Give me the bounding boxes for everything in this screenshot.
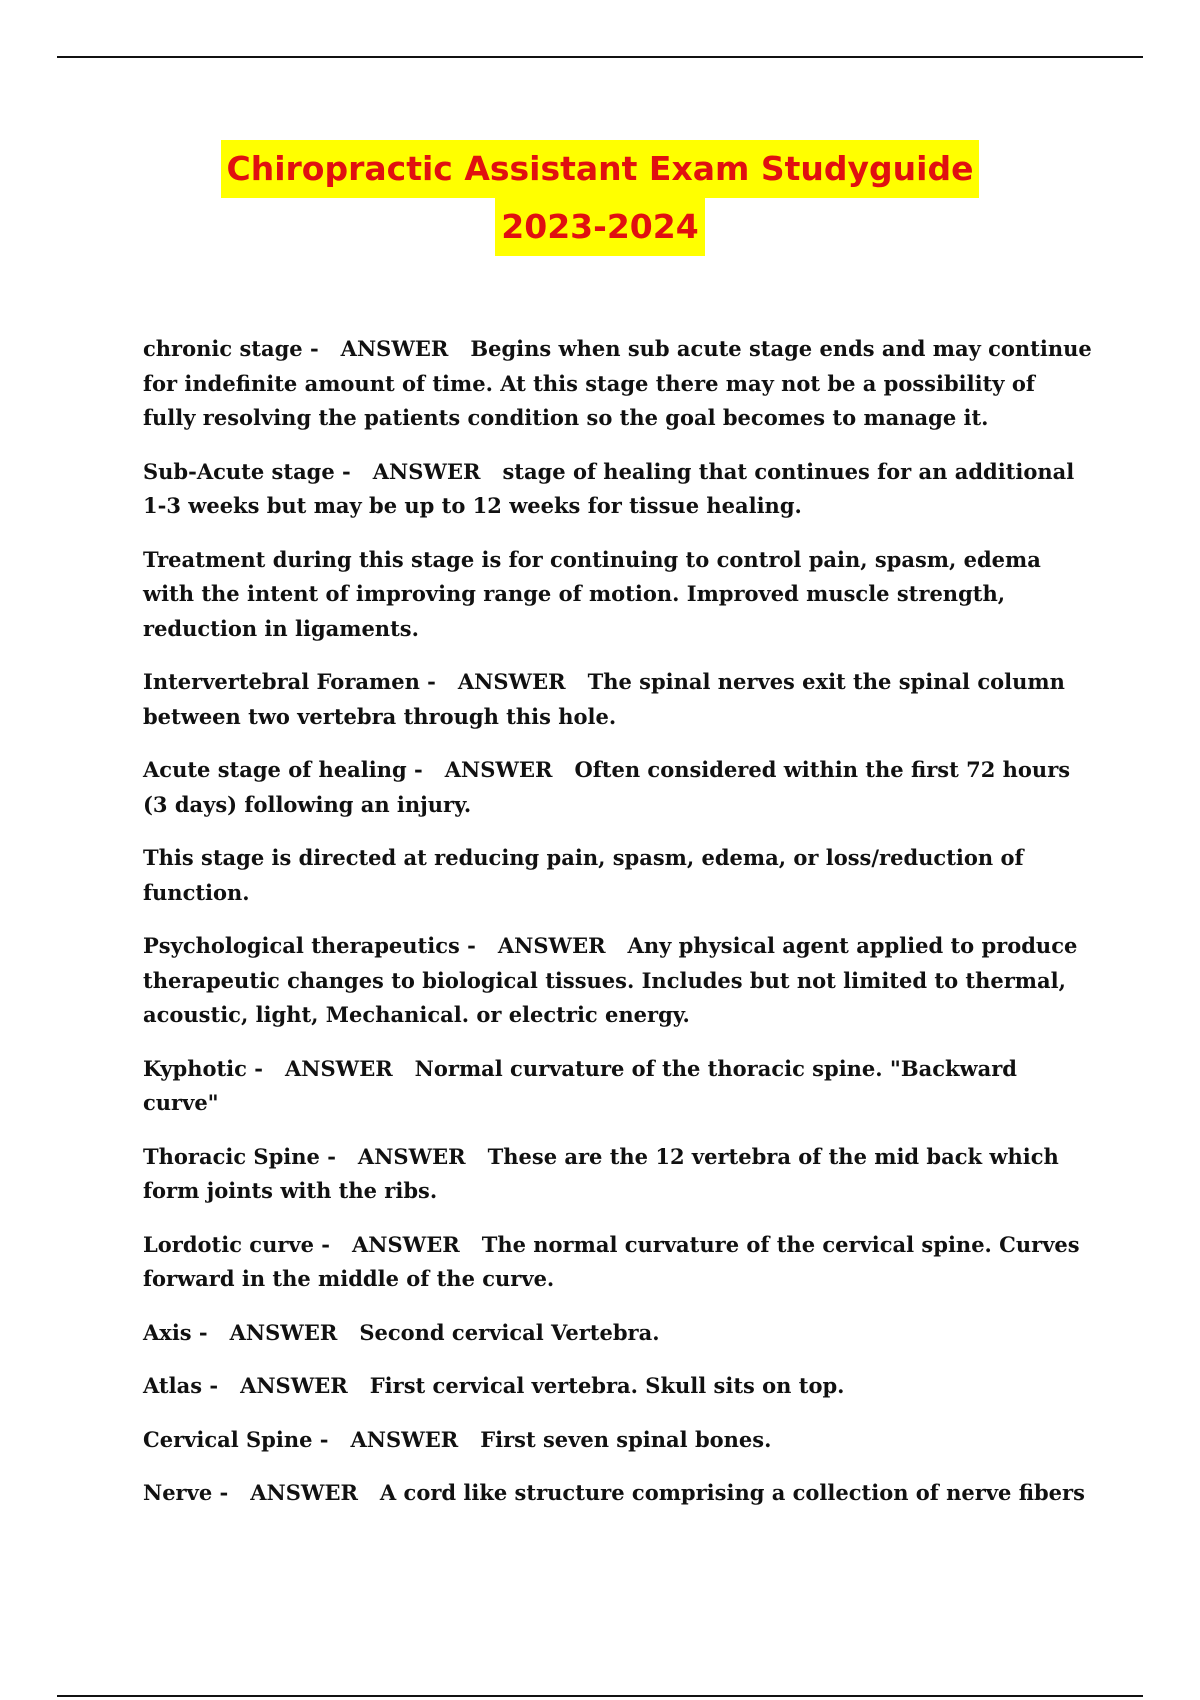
answer-label: ANSWER [250,1480,358,1505]
qa-entry [143,929,1093,1033]
qa-entry [143,753,1093,822]
entry-term: Acute stage of healing - [143,757,423,782]
entry-definition: stage of healing that continues for an additional 1-3 weeks but may be up to 12 weeks for tissue healing. [143,458,1082,518]
entry-term: Psychological therapeutics - [143,933,476,958]
entry-definition: First seven spinal bones. [480,1426,772,1452]
qa-entry [143,1140,1093,1209]
bottom-rule [57,1695,1143,1697]
entry-definition: Normal curvature of the thoracic spine. "Backward curve" [143,1055,1025,1115]
top-rule [57,56,1143,58]
entry-definition: The spinal nerves exit the spinal column between two vertebra through this hole. [143,669,1073,729]
entry-definition: This stage is directed at reducing pain, spasm, edema, or loss/reduction of function. [143,845,1031,905]
title-line-2: 2023-2024 [495,198,704,256]
qa-entry [143,1369,1093,1404]
entry-definition: The normal curvature of the cervical spine. Curves forward in the middle of the curve. [143,1231,1087,1291]
entry-term: Nerve - [143,1480,229,1505]
entry-term: Axis - [143,1319,208,1345]
qa-entry [143,332,1100,436]
qa-entry [143,1423,1093,1458]
answer-label: ANSWER [240,1373,348,1398]
entry-term: Kyphotic - [143,1055,263,1081]
entry-definition: A cord like structure comprising a collection of nerve fibers [379,1480,1085,1505]
answer-label: ANSWER [357,1143,466,1169]
entry-definition: Begins when sub acute stage ends and may continue for indefinite amount of time. At this stage there may not be a possibility of fully resolving the patients condition so the goal becomes to manage it. [143,336,1100,430]
entry-term: Thoracic Spine - [143,1143,336,1169]
document-title [0,140,1200,256]
qa-entry [143,455,1093,524]
answer-label: ANSWER [284,1055,393,1081]
qa-entry [143,1052,1093,1121]
qa-entry [143,1476,1093,1511]
qa-list [143,332,1100,1530]
note-paragraph [143,841,1093,910]
qa-entry [143,1228,1093,1297]
entry-term: Intervertebral Foramen - [143,669,436,694]
answer-label: ANSWER [444,757,553,782]
entry-term: Cervical Spine - [143,1426,329,1452]
entry-definition: These are the 12 vertebra of the mid back which form joints with the ribs. [143,1143,1067,1203]
qa-entry [143,1316,1093,1351]
qa-entry [143,665,1093,734]
entry-term: chronic stage - [143,336,319,361]
answer-label: ANSWER [229,1319,338,1345]
note-paragraph [143,543,1093,647]
answer-label: ANSWER [350,1426,459,1452]
title-line-1: Chiropractic Assistant Exam Studyguide [221,140,980,198]
entry-term: Atlas - [143,1373,219,1398]
answer-label: ANSWER [457,669,566,694]
entry-definition: Any physical agent applied to produce therapeutic changes to biological tissues. Includes but not limited to thermal, acoustic, light, Mechanical. or electric energy. [143,933,1085,1027]
entry-definition: Treatment during this stage is for continuing to control pain, spasm, edema with the intent of improving range of motion. Improved muscle strength, reduction in ligaments. [143,546,1049,641]
entry-term: Lordotic curve - [143,1231,331,1257]
entry-definition: Often considered within the first 72 hours (3 days) following an injury. [143,757,1078,817]
answer-label: ANSWER [497,933,606,958]
answer-label: ANSWER [352,1231,460,1257]
answer-label: ANSWER [372,458,481,484]
entry-definition: First cervical vertebra. Skull sits on top. [369,1373,845,1398]
entry-definition: Second cervical Vertebra. [359,1319,660,1345]
entry-term: Sub-Acute stage - [143,458,351,484]
answer-label: ANSWER [340,336,449,361]
